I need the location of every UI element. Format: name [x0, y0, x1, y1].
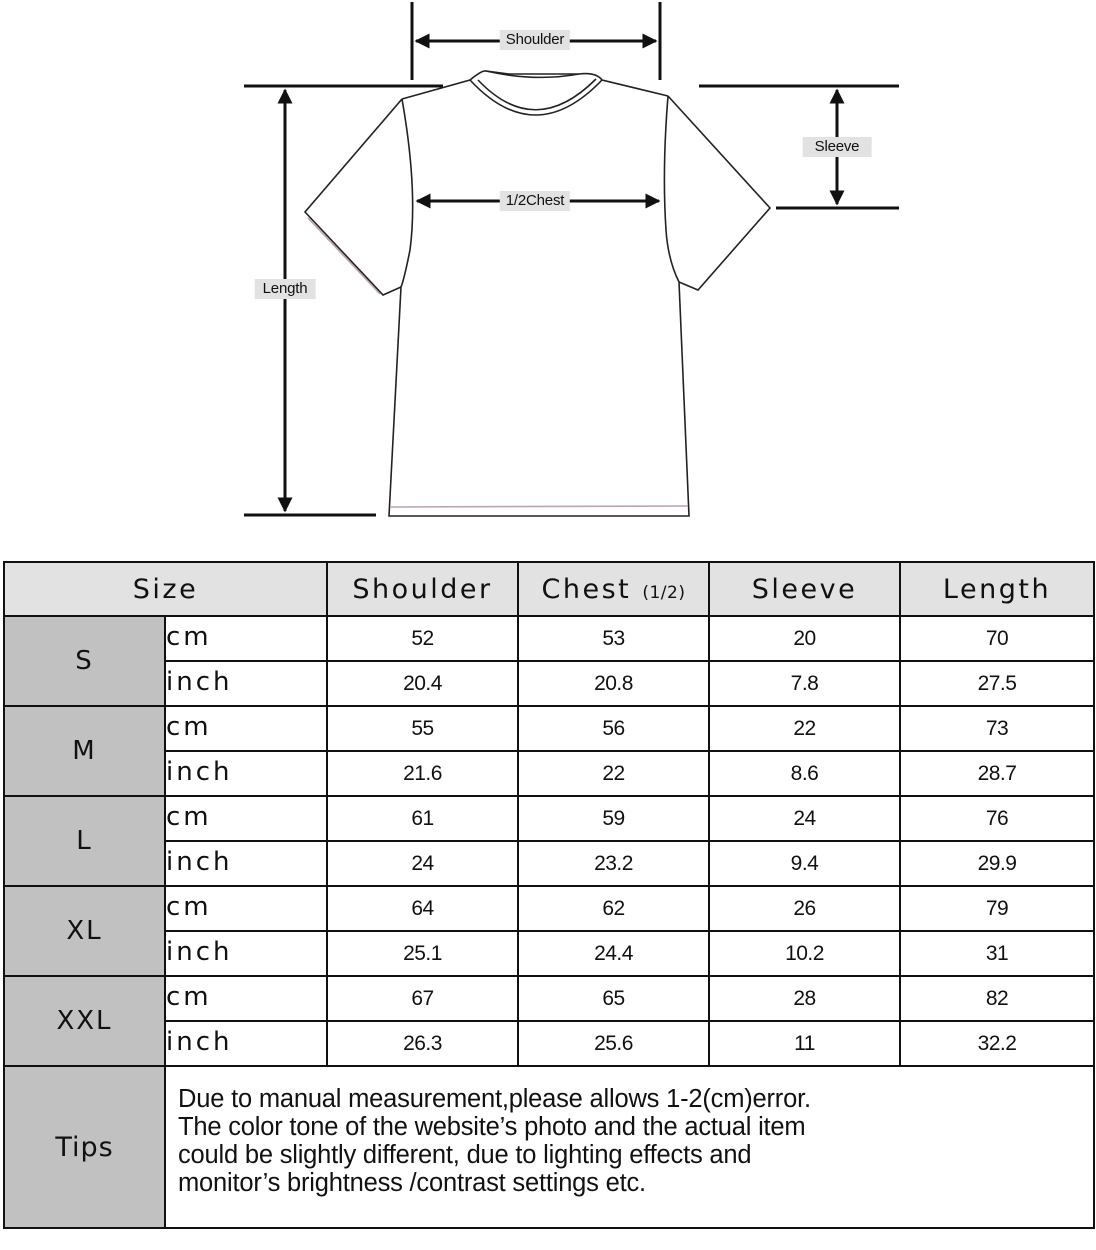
header-chest-sub: (1/2) [642, 582, 686, 603]
header-shoulder: Shoulder [327, 562, 518, 616]
table-row [4, 841, 1094, 886]
length-value: 27.5 [900, 661, 1094, 706]
unit-inch: inch [165, 751, 327, 796]
header-chest-label: Chest [541, 573, 632, 605]
tips-text [165, 1066, 1094, 1228]
length-value: 32.2 [900, 1021, 1094, 1066]
unit-cm: cm [165, 976, 327, 1021]
table-row [4, 751, 1094, 796]
table-row [4, 661, 1094, 706]
length-value: 79 [900, 886, 1094, 931]
chest-value: 22 [518, 751, 709, 796]
unit-cm: cm [165, 796, 327, 841]
unit-cm: cm [165, 706, 327, 751]
shoulder-value: 52 [327, 616, 518, 661]
length-value: 28.7 [900, 751, 1094, 796]
shoulder-value: 61 [327, 796, 518, 841]
length-value: 82 [900, 976, 1094, 1021]
table-row [4, 796, 1094, 841]
shoulder-value: 24 [327, 841, 518, 886]
unit-inch: inch [165, 841, 327, 886]
table-row [4, 931, 1094, 976]
chest-value: 23.2 [518, 841, 709, 886]
sleeve-measure-label: Sleeve [803, 137, 872, 157]
chest-value: 20.8 [518, 661, 709, 706]
shoulder-value: 55 [327, 706, 518, 751]
table-header-row [4, 562, 1094, 616]
size-label-xxl: XXL [4, 976, 165, 1066]
unit-cm: cm [165, 616, 327, 661]
sleeve-value: 22 [709, 706, 900, 751]
shoulder-value: 20.4 [327, 661, 518, 706]
sleeve-value: 7.8 [709, 661, 900, 706]
chest-value: 56 [518, 706, 709, 751]
chest-value: 62 [518, 886, 709, 931]
sleeve-value: 26 [709, 886, 900, 931]
unit-inch: inch [165, 661, 327, 706]
size-label-l: L [4, 796, 165, 886]
table-row [4, 1021, 1094, 1066]
header-sleeve: Sleeve [709, 562, 900, 616]
unit-cm: cm [165, 886, 327, 931]
unit-inch: inch [165, 931, 327, 976]
length-value: 73 [900, 706, 1094, 751]
header-chest [518, 562, 709, 616]
chest-value: 25.6 [518, 1021, 709, 1066]
sleeve-value: 9.4 [709, 841, 900, 886]
sleeve-value: 10.2 [709, 931, 900, 976]
chest-value: 53 [518, 616, 709, 661]
sleeve-value: 24 [709, 796, 900, 841]
shoulder-value: 67 [327, 976, 518, 1021]
sleeve-value: 20 [709, 616, 900, 661]
table-row [4, 976, 1094, 1021]
chest-measure-label: 1/2Chest [500, 191, 570, 211]
length-value: 70 [900, 616, 1094, 661]
length-value: 31 [900, 931, 1094, 976]
length-value: 76 [900, 796, 1094, 841]
tips-line: The color tone of the website’s photo and the actual item [178, 1113, 806, 1141]
tips-label: Tips [4, 1066, 165, 1228]
tips-line: could be slightly different, due to lighting effects and [178, 1141, 752, 1169]
shoulder-value: 25.1 [327, 931, 518, 976]
tips-line: Due to manual measurement,please allows 1-2(cm)error. [178, 1085, 811, 1113]
chest-value: 24.4 [518, 931, 709, 976]
size-label-m: M [4, 706, 165, 796]
size-label-xl: XL [4, 886, 165, 976]
sleeve-value: 11 [709, 1021, 900, 1066]
table-row [4, 886, 1094, 931]
shoulder-value: 64 [327, 886, 518, 931]
header-size: Size [4, 562, 327, 616]
tips-row [4, 1066, 1094, 1228]
size-chart-table [3, 561, 1095, 1229]
unit-inch: inch [165, 1021, 327, 1066]
length-value: 29.9 [900, 841, 1094, 886]
tshirt-outline-icon [0, 0, 1096, 540]
table-row [4, 616, 1094, 661]
tshirt-measurement-diagram [0, 0, 1096, 540]
sleeve-value: 28 [709, 976, 900, 1021]
chest-value: 65 [518, 976, 709, 1021]
chest-value: 59 [518, 796, 709, 841]
header-length: Length [900, 562, 1094, 616]
shoulder-value: 26.3 [327, 1021, 518, 1066]
tips-line: monitor’s brightness /contrast settings etc. [178, 1169, 646, 1197]
sleeve-value: 8.6 [709, 751, 900, 796]
length-measure-label: Length [255, 279, 316, 299]
shoulder-measure-label: Shoulder [500, 30, 570, 50]
shoulder-value: 21.6 [327, 751, 518, 796]
size-label-s: S [4, 616, 165, 706]
table-row [4, 706, 1094, 751]
